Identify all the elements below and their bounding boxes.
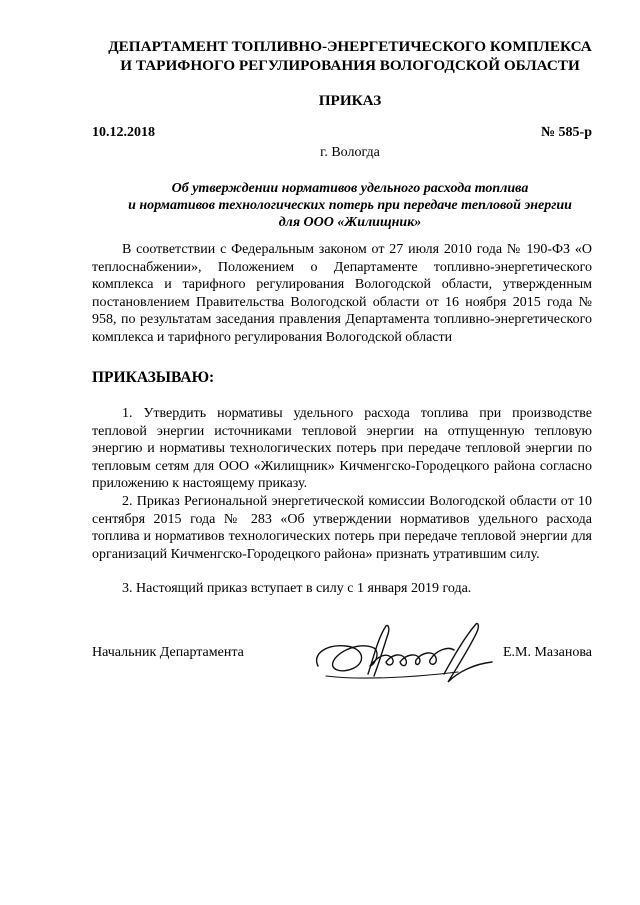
order-item-3: 3. Настоящий приказ вступает в силу с 1 января 2019 года. bbox=[122, 581, 472, 596]
order-title: ПРИКАЗ bbox=[318, 92, 382, 109]
subject-line-1: Об утверждении нормативов удельного расхода топлива bbox=[171, 181, 529, 196]
decree-heading: ПРИКАЗЫВАЮ: bbox=[92, 369, 215, 386]
signer-name: Е.М. Мазанова bbox=[502, 645, 592, 660]
header-line-1: ДЕПАРТАМЕНТ ТОПЛИВНО-ЭНЕРГЕТИЧЕСКОГО КОМПЛЕКСА bbox=[108, 38, 592, 55]
order-item-1: 1. Утвердить нормативы удельного расхода топлива при производстве тепловой энергии источниками тепловой энергии на отпущенную тепловую энергию и нормативы технологических потерь при передаче тепловой энергии по тепловым сетям для ООО «Жилищник» Кичменгско-Городецкого района согласно приложению к настоящему приказу. bbox=[92, 406, 592, 491]
subject-line-2: и нормативов технологических потерь при передаче тепловой энергии bbox=[128, 198, 572, 213]
subject-line-3: для ООО «Жилищник» bbox=[278, 215, 422, 230]
order-item-2: 2. Приказ Региональной энергетической комиссии Вологодской области от 10 сентября 2015 года № 283 «Об утверждении нормативов удельного расхода топлива и нормативов технологических потерь при передаче тепловой энергии для организаций Кичменгско-Городецкого района» признать утратившим силу. bbox=[92, 494, 592, 562]
header-line-2: И ТАРИФНОГО РЕГУЛИРОВАНИЯ ВОЛОГОДСКОЙ ОБЛАСТИ bbox=[120, 57, 580, 74]
department-header bbox=[60, 37, 640, 75]
order-city: г. Вологда bbox=[320, 145, 380, 160]
order-number: № 585-р bbox=[540, 125, 592, 140]
handwritten-signature bbox=[308, 616, 498, 696]
signer-role: Начальник Департамента bbox=[92, 645, 244, 660]
order-subject bbox=[60, 180, 640, 231]
intro-paragraph: В соответствии с Федеральным законом от 27 июля 2010 года № 190-ФЗ «О теплоснабжении», Положением о Департаменте топливно-энергетического комплекса и тарифного регулирования Вологодской области, утвержденным постановлением Правительства Вологодской области от 16 ноября 2015 года № 958, по результатам заседания правления Департамента топливно-энергетического комплекса и тарифного регулирования Вологодской области bbox=[92, 242, 592, 345]
order-date: 10.12.2018 bbox=[92, 125, 155, 140]
